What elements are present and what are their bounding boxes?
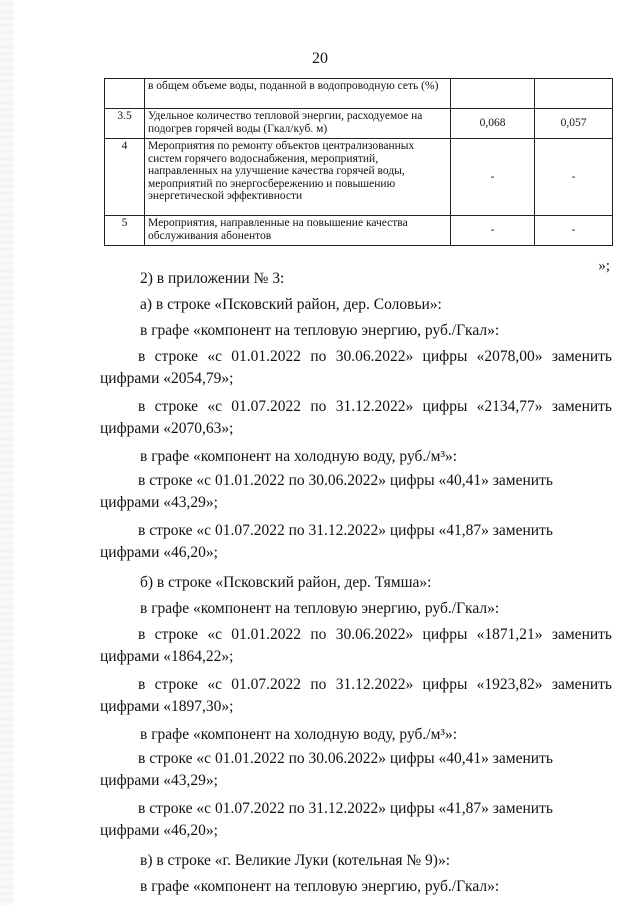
paragraph: в графе «компонент на холодную воду, руб./м³»: [140, 726, 458, 743]
row-value-1: 0,068 [451, 109, 535, 139]
paragraph: в графе «компонент на холодную воду, руб./м³»: [140, 448, 458, 465]
row-number [105, 79, 145, 109]
scan-edge [0, 0, 14, 905]
paragraph: в строке «с 01.07.2022 по 31.12.2022» цифры «2134,77» заменить [138, 398, 612, 415]
table-row [105, 79, 613, 109]
row-text: Удельное количество тепловой энергии, расходуемое на подогрев горячей воды (Гкал/куб. м) [145, 109, 451, 139]
paragraph: в графе «компонент на тепловую энергию, руб./Гкал»: [140, 322, 500, 339]
paragraph-continuation: цифрами «1897,30»; [100, 698, 234, 715]
row-value-1: - [451, 216, 535, 246]
paragraph: в графе «компонент на тепловую энергию, руб./Гкал»: [140, 600, 500, 617]
criteria-table [104, 78, 613, 246]
row-number: 5 [105, 216, 145, 246]
row-number: 4 [105, 139, 145, 216]
paragraph: 2) в приложении № 3: [140, 270, 285, 287]
row-text: Мероприятия, направленные на повышение качества обслуживания абонентов [145, 216, 451, 246]
row-value-2: - [535, 216, 613, 246]
row-value-1 [451, 79, 535, 109]
paragraph: в строке «с 01.01.2022 по 30.06.2022» цифры «1871,21» заменить [138, 626, 612, 643]
paragraph-continuation: цифрами «2054,79»; [100, 370, 234, 387]
paragraph-continuation: цифрами «2070,63»; [100, 420, 234, 437]
row-number: 3.5 [105, 109, 145, 139]
table-closing-quote: »; [598, 258, 610, 274]
table-row [105, 216, 613, 246]
paragraph: в строке «с 01.07.2022 по 31.12.2022» цифры «41,87» заменить цифрами «46,20»; [100, 522, 553, 561]
paragraph: в строке «с 01.01.2022 по 30.06.2022» цифры «40,41» заменить цифрами «43,29»; [100, 750, 553, 789]
row-value-2: 0,057 [535, 109, 613, 139]
page-number: 20 [312, 50, 328, 67]
row-text: Мероприятия по ремонту объектов централизованных систем горячего водоснабжения, мероприятий, направленных на улучшение качества горячей воды, мероприятий по энергосбережению и повышению энергетической эффективности [145, 139, 451, 216]
row-text: в общем объеме воды, поданной в водопроводную сеть (%) [145, 79, 451, 109]
paragraph-continuation: цифрами «1864,22»; [100, 648, 234, 665]
paragraph: а) в строке «Псковский район, дер. Соловьи»: [140, 296, 442, 313]
paragraph: в строке «с 01.01.2022 по 30.06.2022» цифры «40,41» заменить цифрами «43,29»; [100, 472, 553, 511]
row-value-2: - [535, 139, 613, 216]
paragraph: в строке «с 01.07.2022 по 31.12.2022» цифры «41,87» заменить цифрами «46,20»; [100, 800, 553, 839]
row-value-2 [535, 79, 613, 109]
amendment-text [100, 266, 612, 900]
paragraph: в строке «с 01.07.2022 по 31.12.2022» цифры «1923,82» заменить [138, 676, 612, 693]
paragraph: в графе «компонент на тепловую энергию, руб./Гкал»: [140, 878, 500, 895]
table-row [105, 109, 613, 139]
paragraph: в строке «с 01.01.2022 по 30.06.2022» цифры «2078,00» заменить [138, 348, 612, 365]
paragraph: в) в строке «г. Великие Луки (котельная № 9)»: [140, 852, 451, 869]
table-row [105, 139, 613, 216]
paragraph: б) в строке «Псковский район, дер. Тямша»: [140, 574, 432, 591]
row-value-1: - [451, 139, 535, 216]
